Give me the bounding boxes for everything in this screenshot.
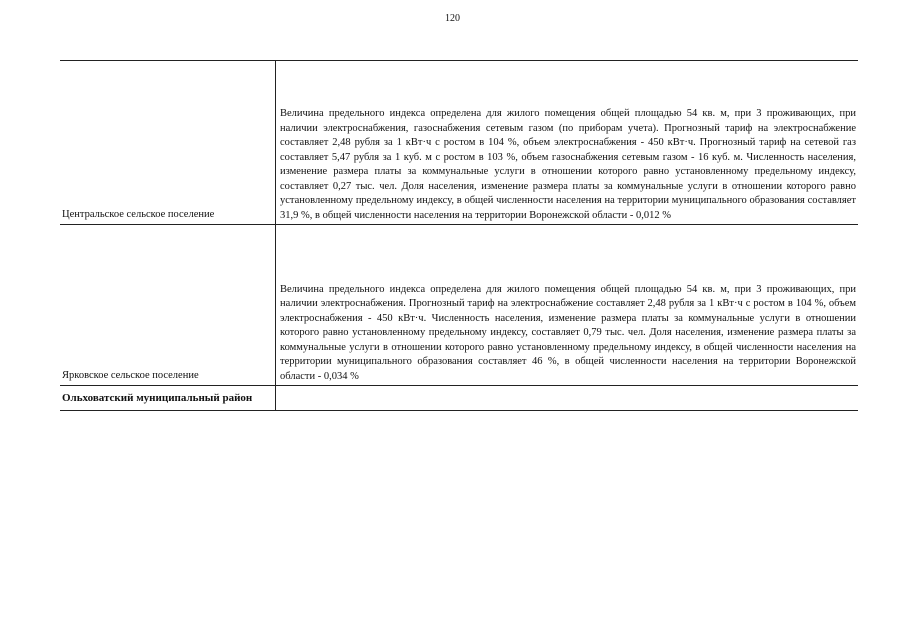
settlement-name: Центральское сельское поселение [62,209,215,220]
district-name: Ольховатский муниципальный район [62,392,253,404]
index-description-cell [276,386,858,410]
table-row [60,386,858,411]
index-description: Величина предельного индекса определена для жилого помещения общей площадью 54 кв. м, при 3 проживающих, при наличии электроснабжения. Прогнозный тариф на электроснабжение составляет 2,48 рубля за 1 кВт·ч с ростом в 104 %, объем электроснабжения - 450 кВт·ч. Численность населения, изменение размера платы за коммунальные услуги в отношении которого равно установленному предельному индексу, составляет 0,79 тыс. чел. Доля населения, изменение размера платы за коммунальные услуги в отношении которого равно установленному предельному индексу, в общей численности населения на территории муниципального образования составляет 46 %, в общей численности населения на территории Воронежской области - 0,034 % [280,283,856,382]
settlement-name: Ярковское сельское поселение [62,370,199,381]
settlement-name-cell [60,61,276,224]
table-row [60,225,858,386]
index-description-cell [276,225,858,385]
district-name-cell [60,386,276,410]
settlement-name-cell [60,225,276,385]
index-description: Величина предельного индекса определена для жилого помещения общей площадью 54 кв. м, при 3 проживающих, при наличии электроснабжения, газоснабжения сетевым газом (по приборам учета). Прогнозный тариф на электроснабжение составляет 2,48 рубля за 1 кВт·ч с ростом в 104 %, объем электроснабжения - 450 кВт·ч. Прогнозный тариф на сетевой газ составляет 5,47 рубля за 1 куб. м с ростом в 103 %, объем газоснабжения сетевым газом - 16 куб. м. Численность населения, изменение размера платы за коммунальные услуги в отношении которого равно установленному предельному индексу, составляет 0,27 тыс. чел. Доля населения, изменение размера платы за коммунальные услуги в отношении которого равно установленному предельному индексу, в общей численности населения на территории муниципального образования составляет 31,9 %, в общей численности населения на территории Воронежской области - 0,012 % [280,108,856,221]
table-row [60,61,858,225]
index-description-cell [276,61,858,224]
page-number: 120 [445,13,460,24]
index-table [60,60,858,411]
